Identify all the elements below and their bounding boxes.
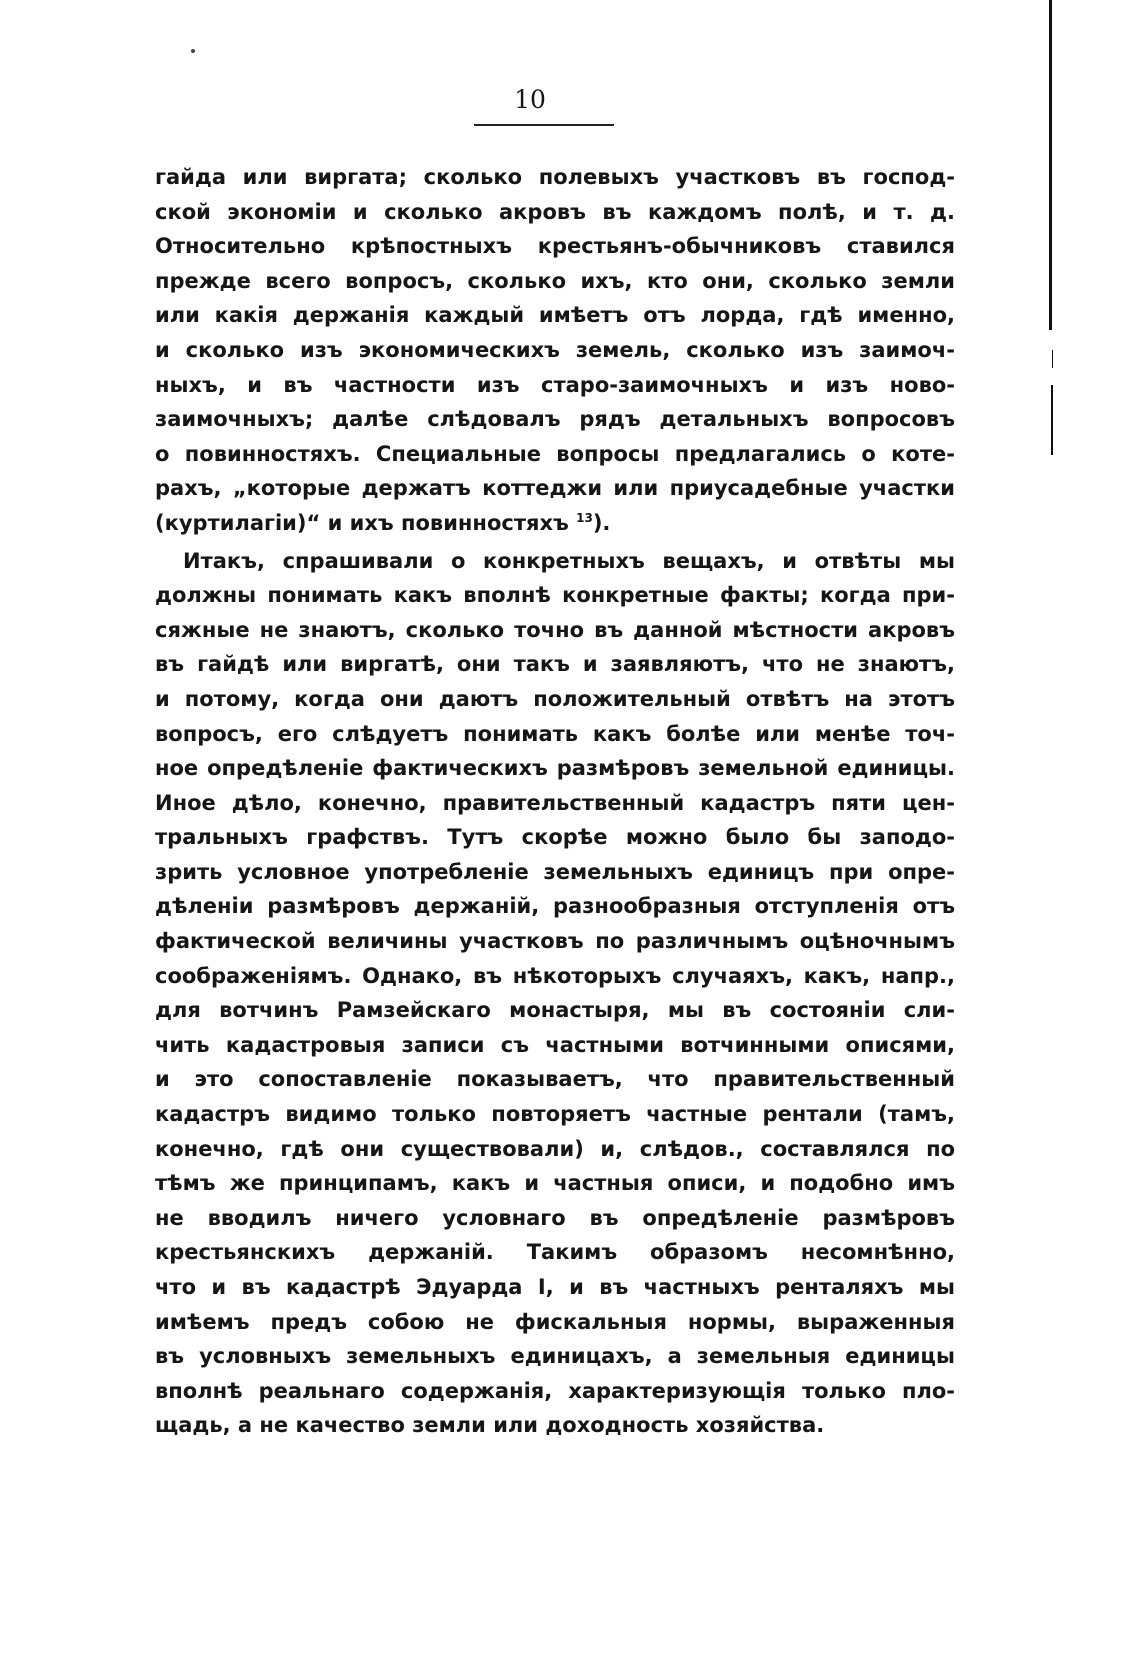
text-line: и потому, когда они даютъ положительный отвѣтъ на этотъ bbox=[155, 686, 955, 711]
text-line: ныхъ, и въ частности изъ старо-заимочныхъ и изъ ново- bbox=[155, 372, 955, 397]
text-line: не вводилъ ничего условнаго въ опредѣленіе размѣровъ bbox=[155, 1205, 955, 1230]
text-line-content: (куртилагіи)“ и ихъ повинностяхъ bbox=[155, 510, 569, 535]
text-line: для вотчинъ Рамзейскаго монастыря, мы въ состояніи сли- bbox=[155, 998, 955, 1023]
scan-edge-mark bbox=[1052, 350, 1053, 368]
text-line: тѣмъ же принципамъ, какъ и частныя описи, и подобно имъ bbox=[155, 1171, 955, 1196]
text-line: крестьянскихъ держаній. Такимъ образомъ несомнѣнно, bbox=[155, 1240, 955, 1265]
text-line: имѣемъ предъ собою не фискальныя нормы, выраженныя bbox=[155, 1309, 955, 1334]
text-line-tail: ). bbox=[592, 510, 611, 535]
text-line: тральныхъ графствъ. Тутъ скорѣе можно было бы заподо- bbox=[155, 825, 955, 850]
text-line: что и въ кадастрѣ Эдуарда I, и въ частныхъ ренталяхъ мы bbox=[155, 1275, 955, 1299]
text-line: щадь, а не качество земли или доходность хозяйства. bbox=[155, 1413, 825, 1438]
text-line: вопросъ, его слѣдуетъ понимать какъ болѣе или менѣе точ- bbox=[155, 721, 955, 746]
text-line: и сколько изъ экономическихъ земель, сколько изъ заимоч- bbox=[155, 337, 955, 362]
body-text bbox=[155, 160, 955, 1443]
text-line: о повинностяхъ. Специальные вопросы предлагались о коте- bbox=[155, 441, 955, 466]
text-line: должны понимать какъ вполнѣ конкретные факты; когда при- bbox=[155, 583, 955, 608]
text-line: въ условныхъ земельныхъ единицахъ, а земельныя единицы bbox=[155, 1344, 955, 1369]
scan-speck bbox=[191, 49, 195, 53]
text-line: или какія держанія каждый имѣетъ отъ лорда, гдѣ именно, bbox=[155, 303, 955, 328]
text-line: рахъ, „которые держатъ коттеджи или приусадебные участки bbox=[155, 476, 955, 501]
text-line: ской экономіи и сколько акровъ въ каждомъ полѣ, и т. д. bbox=[155, 199, 955, 224]
text-line: Итакъ, спрашивали о конкретныхъ вещахъ, и отвѣты мы bbox=[183, 548, 955, 573]
text-line: зрить условное употребленіе земельныхъ единицъ при опре- bbox=[155, 859, 955, 884]
text-line: соображеніямъ. Однако, въ нѣкоторыхъ случаяхъ, какъ, напр., bbox=[155, 963, 955, 988]
text-line: ное опредѣленіе фактическихъ размѣровъ земельной единицы. bbox=[155, 756, 955, 781]
text-line: чить кадастровыя записи съ частными вотчинными описями, bbox=[155, 1032, 955, 1057]
scan-edge-mark bbox=[1051, 385, 1053, 455]
text-line: вполнѣ реальнаго содержанія, характеризующія только пло- bbox=[155, 1378, 955, 1403]
header-rule bbox=[474, 124, 614, 126]
text-line: дѣленіи размѣровъ держаній, разнообразныя отступленія отъ bbox=[155, 894, 955, 919]
text-line: конечно, гдѣ они существовали) и, слѣдов., составлялся по bbox=[155, 1136, 955, 1161]
text-line bbox=[155, 506, 955, 541]
text-line: Относительно крѣпостныхъ крестьянъ-обычниковъ ставился bbox=[155, 234, 955, 259]
text-line: гайда или виргата; сколько полевыхъ участковъ въ господ- bbox=[155, 165, 955, 189]
text-line: Иное дѣло, конечно, правительственный кадастръ пяти цен- bbox=[155, 790, 955, 815]
text-line: сяжные не знаютъ, сколько точно въ данной мѣстности акровъ bbox=[155, 617, 955, 642]
text-line: въ гайдѣ или виргатѣ, они такъ и заявляютъ, что не знаютъ, bbox=[155, 652, 955, 677]
text-line: кадастръ видимо только повторяетъ частные рентали (тамъ, bbox=[155, 1102, 955, 1127]
paragraph bbox=[155, 160, 955, 541]
text-line: и это сопоставленіе показываетъ, что правительственный bbox=[155, 1067, 955, 1092]
paragraph bbox=[155, 544, 955, 1443]
text-line: заимочныхъ; далѣе слѣдовалъ рядъ детальныхъ вопросовъ bbox=[155, 407, 955, 432]
text-line: прежде всего вопросъ, сколько ихъ, кто они, сколько земли bbox=[155, 268, 955, 293]
footnote-reference: 13 bbox=[576, 510, 593, 525]
scan-edge-mark bbox=[1049, 0, 1052, 330]
text-line: фактической величины участковъ по различнымъ оцѣночнымъ bbox=[155, 929, 955, 954]
page-number: 10 bbox=[514, 85, 546, 114]
